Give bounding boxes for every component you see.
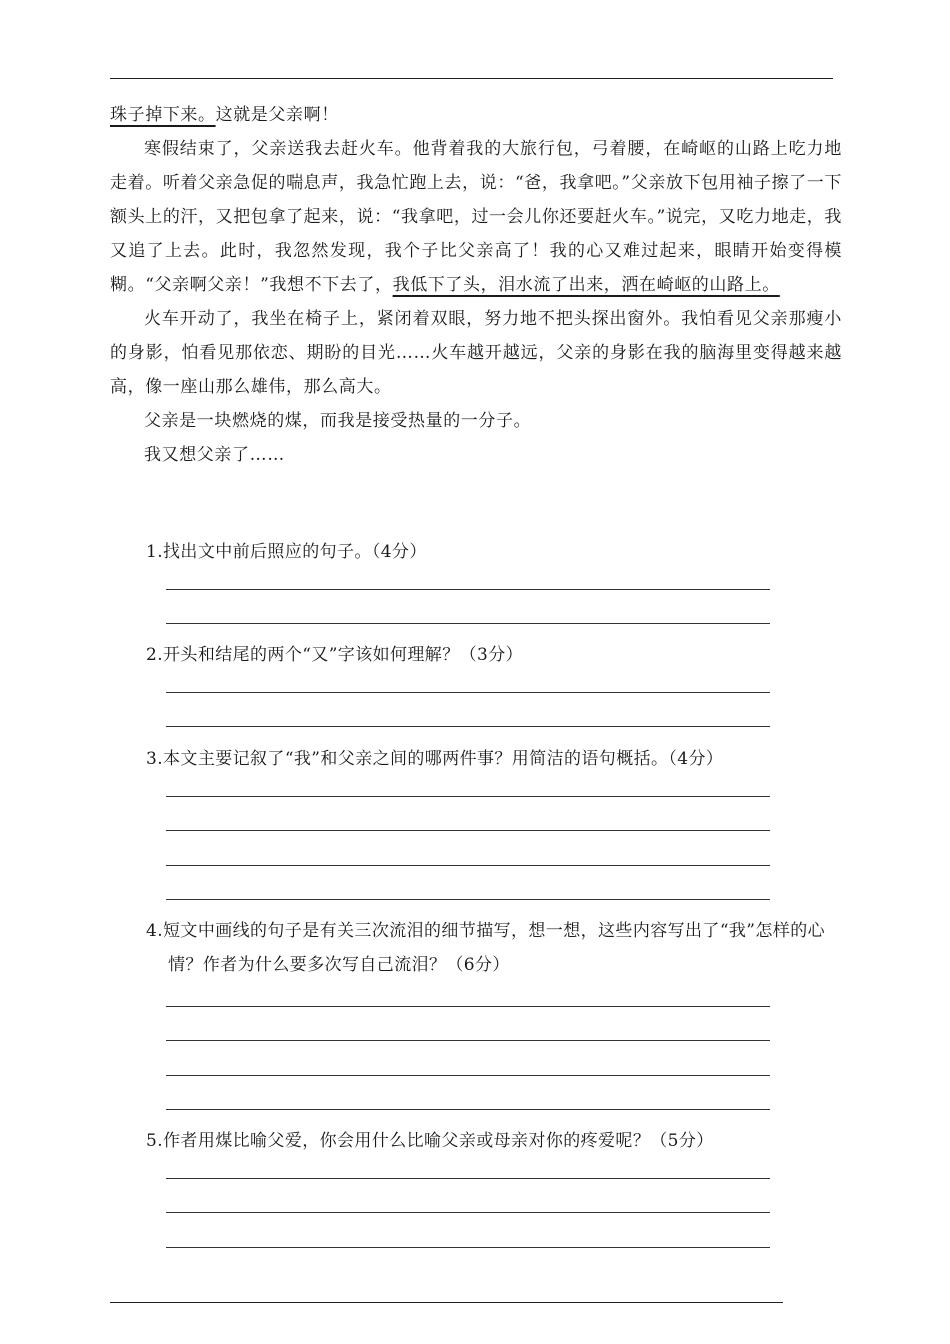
question-text: 2.开头和结尾的两个“又”字该如何理解？（3分）	[146, 645, 524, 665]
answer-line[interactable]	[166, 796, 770, 797]
answer-line[interactable]	[166, 1040, 770, 1041]
underlined-sentence-2: 我低下了头，泪水流了出来，洒在崎岖的山路上。	[392, 275, 780, 295]
underlined-sentence-1: 珠子掉下来。	[110, 105, 216, 125]
passage-paragraph-3: 父亲是一块燃烧的煤，而我是接受热量的一分子。	[144, 411, 532, 431]
question-1	[146, 535, 846, 569]
question-text: 3.本文主要记叙了“我”和父亲之间的哪两件事？用简洁的语句概括。（4分）	[146, 749, 724, 769]
answer-line[interactable]	[166, 692, 770, 693]
question-text: 5.作者用煤比喻父爱，你会用什么比喻父亲或母亲对你的疼爱呢？（5分）	[146, 1131, 714, 1151]
question-2	[146, 638, 846, 672]
passage-paragraph-1: 寒假结束了，父亲送我去赶火车。他背着我的大旅行包，弓着腰，在崎岖的山路上吃力地走着。听着父亲急促的喘息声，我急忙跑上去，说：“爸，我拿吧。”父亲放下包用袖子擦了一下额头上的汗，又把包拿了起来，说：“我拿吧，过一会儿你还要赶火车。”说完，又吃力地走，我又追了上去。此时，我忽然发现，我个子比父亲高了！我的心又难过起来，眼睛开始变得模糊。“父亲啊父亲！”我想不下去了，我低下了头，泪水流了出来，洒在崎岖的山路上。	[110, 139, 842, 295]
answer-line[interactable]	[166, 899, 770, 900]
answer-line[interactable]	[166, 1178, 770, 1179]
passage-paragraph-4: 我又想父亲了……	[144, 445, 285, 465]
footer-rule	[110, 1302, 783, 1303]
question-text: 4.短文中画线的句子是有关三次流泪的细节描写，想一想，这些内容写出了“我”怎样的心情？作者为什么要多次写自己流泪？（6分）	[146, 921, 825, 975]
header-rule	[110, 78, 833, 79]
answer-line[interactable]	[166, 589, 770, 590]
question-5	[146, 1124, 846, 1158]
answer-line[interactable]	[166, 726, 770, 727]
answer-line[interactable]	[166, 1212, 770, 1213]
passage-paragraph-2: 火车开动了，我坐在椅子上，紧闭着双眼，努力地不把头探出窗外。我怕看见父亲那瘦小的身影，怕看见那依恋、期盼的目光……火车越开越远，父亲的身影在我的脑海里变得越来越高，像一座山那么雄伟，那么高大。	[110, 309, 842, 397]
question-4	[146, 914, 846, 982]
reading-passage	[110, 98, 842, 472]
passage-paragraph-0: 珠子掉下来。这就是父亲啊！	[110, 105, 339, 125]
answer-line[interactable]	[166, 865, 770, 866]
question-3	[146, 742, 846, 776]
answer-line[interactable]	[166, 1109, 770, 1110]
answer-line[interactable]	[166, 1247, 770, 1248]
question-text: 1.找出文中前后照应的句子。（4分）	[146, 542, 427, 562]
answer-line[interactable]	[166, 1075, 770, 1076]
answer-line[interactable]	[166, 1006, 770, 1007]
answer-line[interactable]	[166, 623, 770, 624]
answer-line[interactable]	[166, 830, 770, 831]
